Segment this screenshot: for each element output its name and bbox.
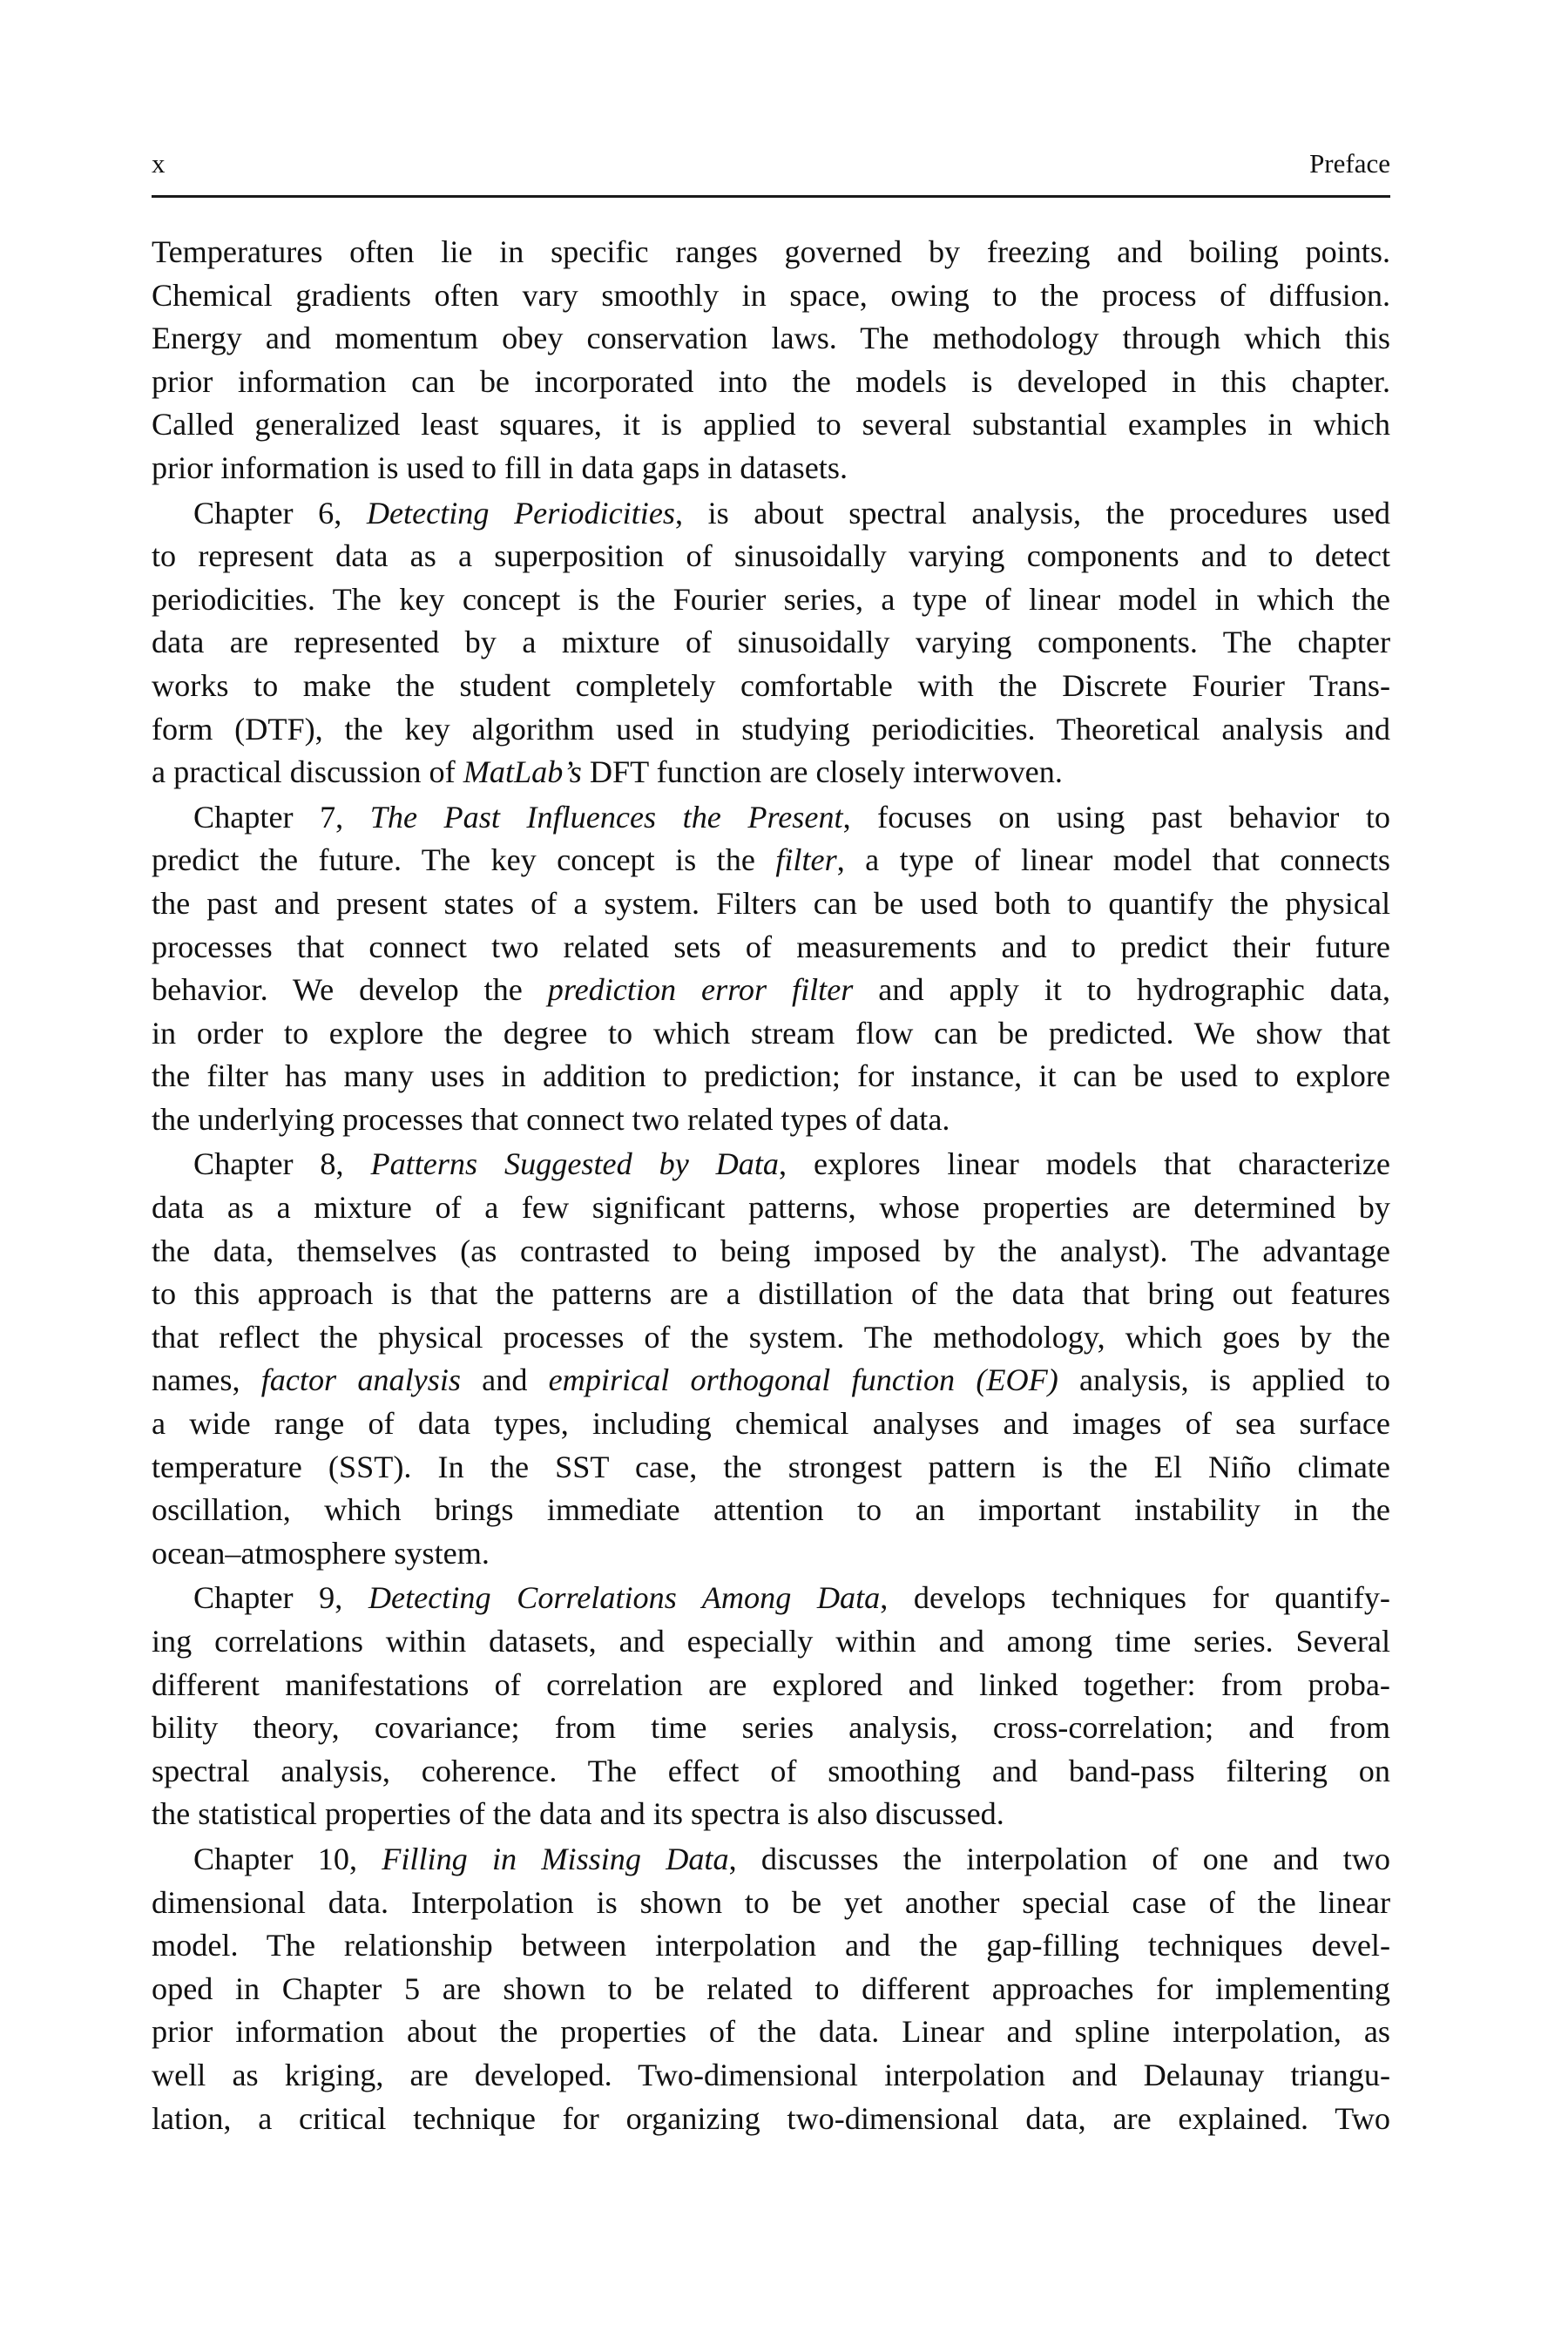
text-run: bility theory, covariance; from time series analysis, cross-correlation; and from bbox=[152, 1710, 1390, 1746]
text-line bbox=[152, 1359, 1390, 1402]
text-run: in order to explore the degree to which stream flow can be predicted. We show that bbox=[152, 1015, 1390, 1051]
text-line bbox=[152, 926, 1390, 970]
text-line bbox=[152, 1273, 1390, 1316]
text-run: well as kriging, are developed. Two-dimensional interpolation and Delaunay triangu- bbox=[152, 2057, 1390, 2092]
italic-title: prediction error filter bbox=[547, 972, 854, 1008]
text-line bbox=[152, 1924, 1390, 1968]
text-run: prior information about the properties of the data. Linear and spline interpolation, as bbox=[152, 2014, 1390, 2050]
text-run: spectral analysis, coherence. The effect of smoothing and band-pass filtering on bbox=[152, 1753, 1390, 1788]
text-run: lation, a critical technique for organizing two-dimensional data, are explained. Two bbox=[152, 2100, 1390, 2136]
text-run: behavior. We develop the bbox=[152, 972, 548, 1008]
text-run: Chapter 9, bbox=[193, 1580, 368, 1616]
text-run: ocean–atmosphere system. bbox=[152, 1535, 490, 1571]
italic-title: Patterns Suggested by Data bbox=[370, 1146, 780, 1182]
text-run: ing correlations within datasets, and especially within and among time series. Several bbox=[152, 1624, 1390, 1659]
text-line bbox=[152, 1620, 1390, 1664]
text-line bbox=[152, 274, 1390, 318]
text-run: , explores linear models that characterize bbox=[779, 1146, 1390, 1182]
text-line bbox=[152, 708, 1390, 752]
paragraph bbox=[152, 1838, 1390, 2140]
running-head bbox=[152, 146, 1390, 186]
text-run: periodicities. The key concept is the Fourier series, a type of linear model in which the bbox=[152, 581, 1390, 617]
text-line bbox=[152, 882, 1390, 926]
text-line bbox=[152, 2054, 1390, 2098]
paragraph bbox=[152, 231, 1390, 490]
italic-title: The Past Influences the Present bbox=[369, 799, 843, 835]
text-line bbox=[152, 1012, 1390, 1056]
text-run: Chapter 7, bbox=[193, 799, 370, 835]
text-line bbox=[152, 1577, 1390, 1620]
text-run: Called generalized least squares, it is applied to several substantial examples in which bbox=[152, 407, 1390, 443]
italic-title: Filling in Missing Data bbox=[382, 1841, 729, 1876]
text-line bbox=[152, 751, 1390, 794]
text-run: , discusses the interpolation of one and two bbox=[728, 1841, 1390, 1876]
paragraph bbox=[152, 796, 1390, 1142]
paragraph bbox=[152, 492, 1390, 794]
text-run: Chemical gradients often vary smoothly in space, owing to the process of diffusion. bbox=[152, 277, 1390, 313]
page-number: x bbox=[152, 148, 166, 179]
text-run: prior information can be incorporated into the models is developed in this chapter. bbox=[152, 363, 1390, 399]
text-run: oscillation, which brings immediate attention to an important instability in the bbox=[152, 1492, 1390, 1528]
header-rule bbox=[152, 195, 1390, 198]
text-line bbox=[152, 1230, 1390, 1274]
text-run: processes that connect two related sets of measurements and to predict their future bbox=[152, 929, 1390, 964]
text-run: , a type of linear model that connects bbox=[836, 842, 1390, 878]
text-run: Chapter 8, bbox=[193, 1146, 371, 1182]
text-run: form (DTF), the key algorithm used in studying periodicities. Theoretical analysis and bbox=[152, 711, 1390, 747]
text-line bbox=[152, 1186, 1390, 1230]
section-title: Preface bbox=[1309, 148, 1390, 179]
text-line bbox=[152, 1489, 1390, 1532]
text-line bbox=[152, 1838, 1390, 1882]
text-run: , is about spectral analysis, the procedures used bbox=[674, 495, 1390, 531]
text-run: Chapter 10, bbox=[193, 1841, 382, 1876]
text-line bbox=[152, 1402, 1390, 1446]
text-run: works to make the student completely comfortable with the Discrete Fourier Trans- bbox=[152, 667, 1390, 703]
text-line bbox=[152, 231, 1390, 274]
text-run: the statistical properties of the data and its spectra is also discussed. bbox=[152, 1796, 1004, 1832]
text-line bbox=[152, 535, 1390, 578]
text-line bbox=[152, 2098, 1390, 2141]
text-run: analysis, is applied to bbox=[1058, 1362, 1391, 1398]
text-run: , develops techniques for quantify- bbox=[880, 1580, 1390, 1616]
italic-title: Detecting Correlations Among Data bbox=[368, 1580, 881, 1616]
text-line bbox=[152, 969, 1390, 1012]
text-run: the past and present states of a system. Filters can be used both to quantify the physical bbox=[152, 885, 1390, 921]
text-run: Temperatures often lie in specific ranges governed by freezing and boiling points. bbox=[152, 234, 1390, 269]
text-line bbox=[152, 492, 1390, 536]
text-line bbox=[152, 839, 1390, 882]
text-line bbox=[152, 1707, 1390, 1750]
text-run: that reflect the physical processes of the system. The methodology, which goes by the bbox=[152, 1319, 1390, 1355]
text-line bbox=[152, 447, 1390, 490]
text-run: , focuses on using past behavior to bbox=[842, 799, 1390, 835]
text-run: and bbox=[460, 1362, 549, 1398]
text-run: oped in Chapter 5 are shown to be related to different approaches for implementing bbox=[152, 1970, 1390, 2006]
text-line bbox=[152, 1143, 1390, 1186]
text-run: data are represented by a mixture of sinusoidally varying components. The chapter bbox=[152, 625, 1390, 660]
text-run: Chapter 6, bbox=[193, 495, 367, 531]
text-run: a wide range of data types, including chemical analyses and images of sea surface bbox=[152, 1406, 1390, 1442]
italic-title: Detecting Periodicities bbox=[366, 495, 675, 531]
paragraph bbox=[152, 1143, 1390, 1575]
text-line bbox=[152, 621, 1390, 665]
text-line bbox=[152, 1532, 1390, 1576]
text-run: temperature (SST). In the SST case, the strongest pattern is the El Niño climate bbox=[152, 1449, 1390, 1484]
book-page bbox=[152, 146, 1390, 2140]
text-line bbox=[152, 1664, 1390, 1707]
text-run: prior information is used to fill in data gaps in datasets. bbox=[152, 449, 848, 485]
text-line bbox=[152, 1446, 1390, 1490]
italic-title: MatLab’s bbox=[463, 754, 582, 790]
text-line bbox=[152, 796, 1390, 840]
text-line bbox=[152, 1055, 1390, 1098]
text-run: predict the future. The key concept is the bbox=[152, 842, 776, 878]
text-run: dimensional data. Interpolation is shown to be yet another special case of the linear bbox=[152, 1884, 1390, 1920]
text-run: and apply it to hydrographic data, bbox=[853, 972, 1391, 1008]
text-line bbox=[152, 403, 1390, 447]
paragraph bbox=[152, 1577, 1390, 1836]
text-line bbox=[152, 1793, 1390, 1836]
text-line bbox=[152, 1882, 1390, 1925]
text-run: to this approach is that the patterns are a distillation of the data that bring out features bbox=[152, 1276, 1390, 1312]
text-run: different manifestations of correlation are explored and linked together: from proba- bbox=[152, 1666, 1390, 1702]
text-line bbox=[152, 1098, 1390, 1142]
text-line bbox=[152, 665, 1390, 708]
text-run: names, bbox=[152, 1362, 261, 1398]
text-line bbox=[152, 1750, 1390, 1794]
text-run: the underlying processes that connect two related types of data. bbox=[152, 1101, 950, 1137]
text-run: data as a mixture of a few significant patterns, whose properties are determined by bbox=[152, 1190, 1390, 1226]
text-run: the data, themselves (as contrasted to being imposed by the analyst). The advantage bbox=[152, 1233, 1390, 1268]
text-line bbox=[152, 317, 1390, 361]
text-line bbox=[152, 361, 1390, 404]
text-line bbox=[152, 1316, 1390, 1360]
text-run: model. The relationship between interpolation and the gap-filling techniques devel- bbox=[152, 1928, 1390, 1963]
italic-title: factor analysis bbox=[260, 1362, 461, 1398]
text-run: Energy and momentum obey conservation laws. The methodology through which this bbox=[152, 321, 1390, 356]
text-run: to represent data as a superposition of sinusoidally varying components and to detect bbox=[152, 538, 1390, 574]
italic-title: filter bbox=[775, 842, 837, 878]
text-run: a practical discussion of bbox=[152, 754, 463, 790]
text-line bbox=[152, 578, 1390, 622]
text-line bbox=[152, 2011, 1390, 2054]
body-text bbox=[152, 231, 1390, 2140]
text-run: DFT function are closely interwoven. bbox=[581, 754, 1063, 790]
italic-title: empirical orthogonal function (EOF) bbox=[548, 1362, 1058, 1398]
text-run: the filter has many uses in addition to prediction; for instance, it can be used to explore bbox=[152, 1058, 1390, 1094]
text-line bbox=[152, 1968, 1390, 2011]
